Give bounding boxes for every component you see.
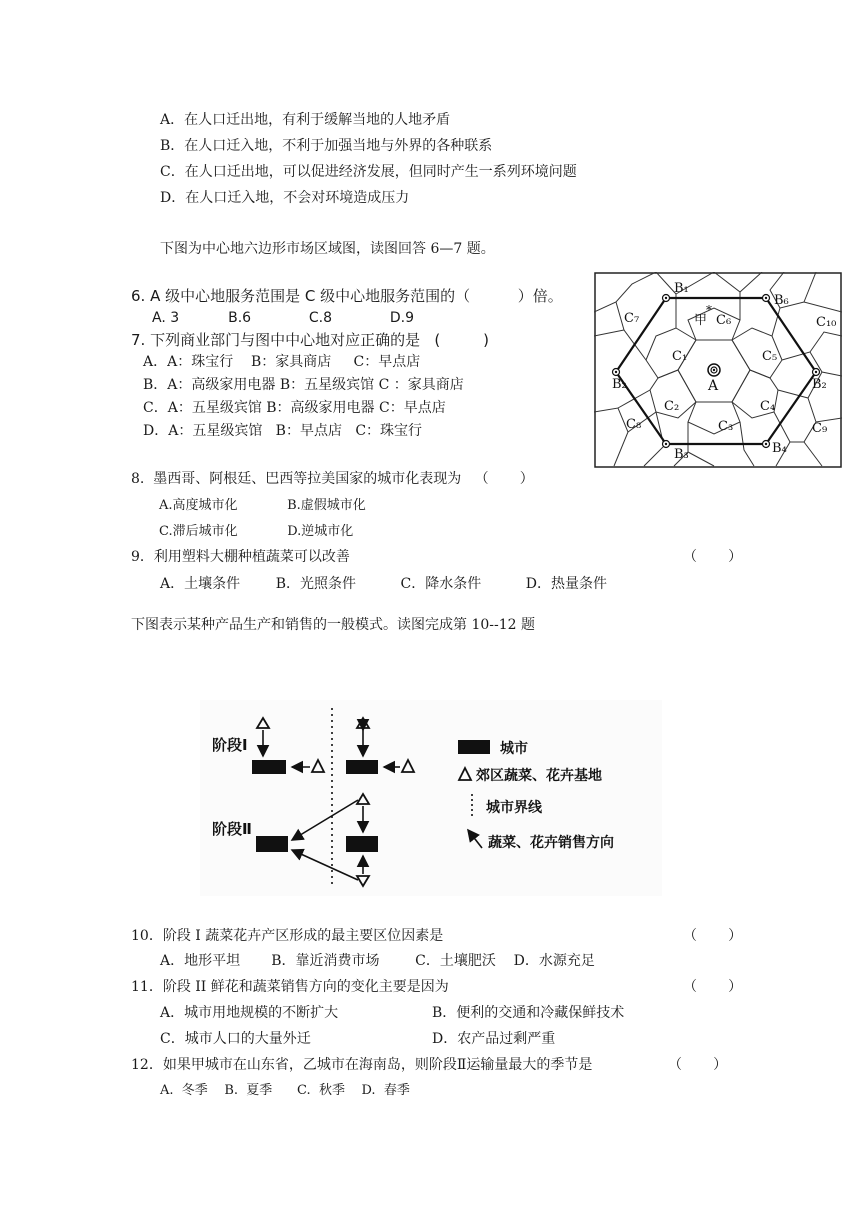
label-b2-right: B₂ [812,377,827,392]
q5-option-c: C．在人口迁出地，可以促进经济发展，但同时产生一系列环境问题 [160,164,577,180]
q7-option-c: C．A：五星级宾馆 B：高级家用电器 C：早点店 [143,400,446,416]
label-c7: C₇ [624,311,640,326]
label-b1: B₁ [674,281,689,296]
q11-stem: 11．阶段 II 鲜花和蔬菜销售方向的变化主要是因为 [131,979,449,995]
label-c5: C₅ [762,349,778,364]
intro-6-7: 下图为中心地六边形市场区域图，读图回答 6—7 题。 [160,241,495,257]
q11-option-c: C．城市人口的大量外迁 [160,1031,311,1047]
q9-options: A．土壤条件 B．光照条件 C．降水条件 D．热量条件 [160,576,607,592]
q9-stem: 9．利用塑料大棚种植蔬菜可以改善 [131,549,350,565]
q7-option-d: D．A：五星级宾馆 B：早点店 C：珠宝行 [143,423,423,439]
label-c9: C₉ [812,421,828,436]
q12-answer-paren: （ ） [668,1057,728,1073]
q10-options: A．地形平坦 B．靠近消费市场 C．土壤肥沃 D．水源充足 [160,953,595,969]
q11-answer-paren: （ ） [683,979,743,995]
label-b4: B₄ [772,441,787,456]
q11-option-d: D．农产品过剩严重 [432,1031,556,1047]
label-c10: C₁₀ [816,315,837,330]
legend-boundary: 城市界线 [486,800,542,816]
q10-stem: 10．阶段 I 蔬菜花卉产区形成的最主要区位因素是 [131,928,444,944]
q11-option-b: B．便利的交通和冷藏保鲜技术 [432,1005,625,1021]
label-c8: C₈ [626,417,642,432]
q6-options: A. 3 B.6 C.8 D.9 [152,310,415,326]
label-c1: C₁ [672,349,688,364]
q6-stem: 6. A 级中心地服务范围是 C 级中心地服务范围的（ ）倍。 [131,287,563,305]
q12-stem: 12．如果甲城市在山东省，乙城市在海南岛，则阶段Ⅱ运输量最大的季节是 [131,1057,593,1073]
legend-city: 城市 [500,741,528,757]
label-b6: B₆ [774,293,789,308]
stage-2-label: 阶段Ⅱ [212,820,252,838]
intro-10-12: 下图表示某种产品生产和销售的一般模式。读图完成第 10--12 题 [131,617,535,633]
q7-option-a: A．A：珠宝行 B：家具商店 C：早点店 [143,354,421,370]
stage-1-label: 阶段Ⅰ [212,736,248,754]
label-star: * [706,303,712,317]
q12-options: A. 冬季 B. 夏季 C. 秋季 D. 春季 [160,1083,410,1098]
label-a: A [708,378,719,394]
q5-option-b: B．在人口迁入地，不利于加强当地与外界的各种联系 [160,138,493,154]
q8-stem: 8. 墨西哥、阿根廷、巴西等拉美国家的城市化表现为 （ ） [131,471,534,487]
label-b2-left: B₂ [612,377,627,392]
q9-answer-paren: （ ） [683,549,743,565]
label-b3: B₃ [674,447,689,462]
label-c6: C₆ [716,313,732,328]
label-jia: 甲 [694,313,708,328]
label-c4: C₄ [760,399,776,414]
stage-diagram [200,700,662,896]
legend-base: 郊区蔬菜、花卉基地 [476,768,602,784]
label-c2: C₂ [664,399,680,414]
hex-market-map [594,272,842,468]
q11-option-a: A．城市用地规模的不断扩大 [160,1005,339,1021]
q5-option-a: A．在人口迁出地，有利于缓解当地的人地矛盾 [160,112,451,128]
q8-options-cd: C.滞后城市化 D.逆城市化 [159,524,354,539]
q8-options-ab: A.高度城市化 B.虚假城市化 [159,498,366,513]
q10-answer-paren: （ ） [683,928,743,944]
q7-option-b: B．A：高级家用电器 B：五星级宾馆 C ：家具商店 [143,377,464,393]
label-c3: C₃ [718,419,734,434]
q7-stem: 7. 下列商业部门与图中中心地对应正确的是 ( ) [131,331,490,349]
q5-option-d: D．在人口迁入地，不会对环境造成压力 [160,190,410,206]
legend-direction: 蔬菜、花卉销售方向 [488,835,614,851]
